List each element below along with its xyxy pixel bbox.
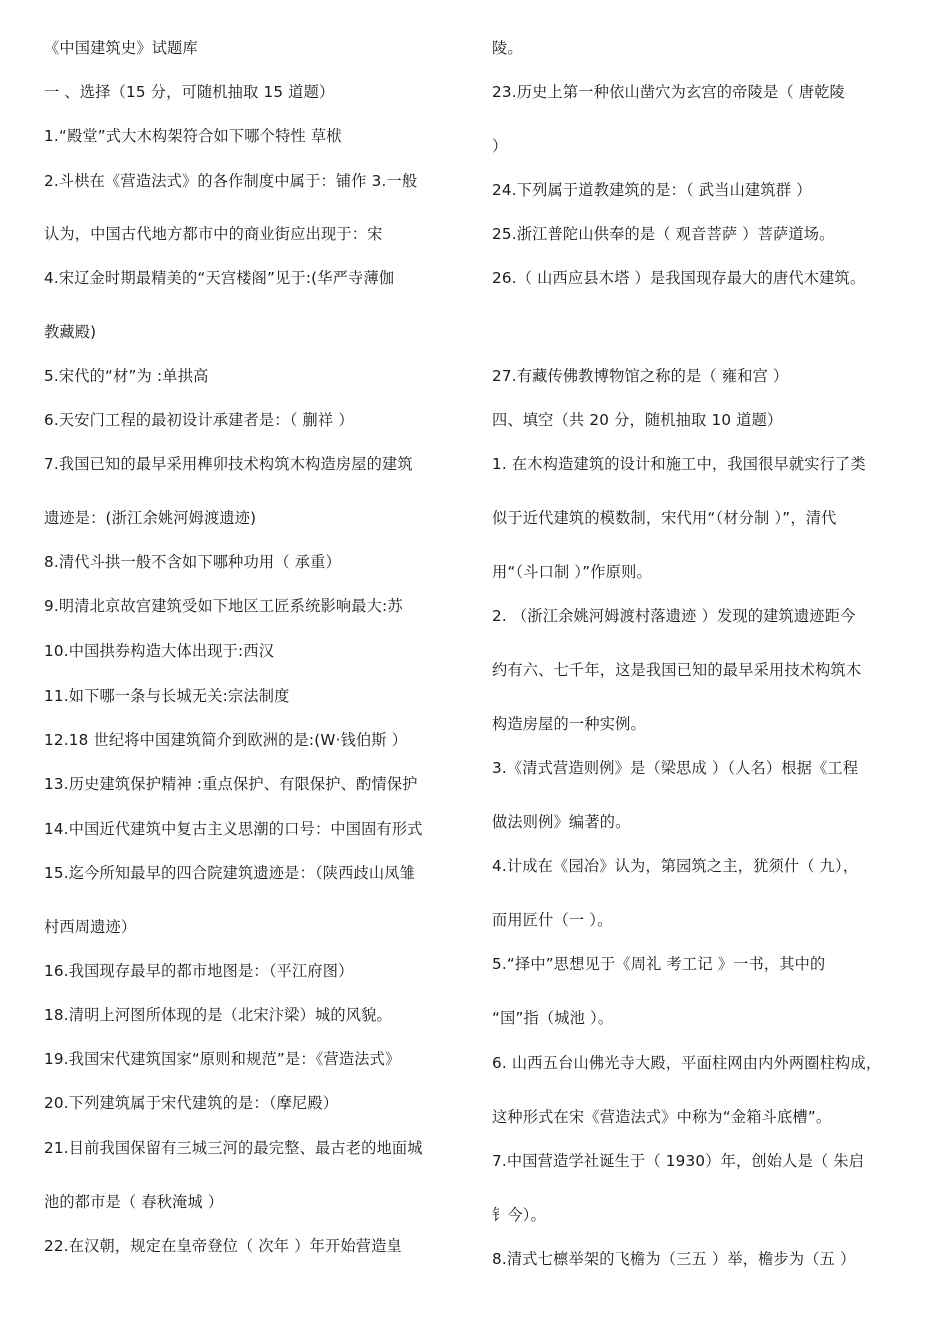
- right-line-15: 3.《清式营造则例》是（梁思成 ）（人名）根据《工程: [492, 759, 859, 777]
- left-line-27: 22.在汉朝，规定在皇帝登位（ 次年 ）年开始营造皇: [44, 1237, 402, 1255]
- left-line-20: 村西周遗迹）: [44, 918, 137, 936]
- left-line-3: 1.“殿堂”式大木构架符合如下哪个特性 草栿: [44, 127, 342, 145]
- left-line-4: 2.斗栱在《营造法式》的各作制度中属于：铺作 3.一般: [44, 172, 418, 190]
- right-line-18: 而用匠什（一 ）。: [492, 911, 613, 929]
- right-line-25: 8.清式七檩举架的飞檐为（三五 ）举，檐步为（五 ）: [492, 1250, 856, 1268]
- left-line-17: 13.历史建筑保护精神 :重点保护、有限保护、酌情保护: [44, 775, 418, 793]
- left-line-6: 4.宋辽金时期最精美的“天宫楼阁”见于:(华严寺薄伽: [44, 269, 395, 287]
- left-line-22: 18.清明上河图所体现的是（北宋汴梁）城的风貌。: [44, 1006, 392, 1024]
- right-line-23: 7.中国营造学社诞生于（ 1930）年，创始人是（ 朱启: [492, 1152, 865, 1170]
- right-line-24: 钅今）。: [492, 1206, 546, 1224]
- left-line-12: 8.清代斗拱一般不含如下哪种功用（ 承重）: [44, 553, 341, 571]
- left-line-13: 9.明清北京故宫建筑受如下地区工匠系统影响最大:苏: [44, 597, 403, 615]
- left-line-26: 池的都市是（ 春秋淹城 ）: [44, 1193, 224, 1211]
- right-line-10: 似于近代建筑的模数制，宋代用“（材分制 ）”，清代: [492, 509, 837, 527]
- left-line-8: 5.宋代的“材”为 :单拱高: [44, 367, 209, 385]
- left-line-7: 教藏殿): [44, 323, 97, 341]
- left-line-21: 16.我国现存最早的都市地图是：（平江府图）: [44, 962, 354, 980]
- left-line-14: 10.中国拱券构造大体出现于:西汉: [44, 642, 275, 660]
- right-line-4: 24.下列属于道教建筑的是：（ 武当山建筑群 ）: [492, 181, 812, 199]
- right-line-6: 26.（ 山西应县木塔 ）是我国现存最大的唐代木建筑。: [492, 269, 866, 287]
- right-line-1: 陵。: [492, 39, 523, 57]
- right-line-20: “国”指（城池 ）。: [492, 1009, 614, 1027]
- right-line-9: 1. 在木构造建筑的设计和施工中，我国很早就实行了类: [492, 455, 866, 473]
- right-line-16: 做法则例》编著的。: [492, 813, 631, 831]
- left-line-1: 《中国建筑史》试题库: [44, 39, 198, 57]
- right-line-3: ）: [492, 137, 508, 155]
- right-line-19: 5.“择中”思想见于《周礼 考工记 》一书，其中的: [492, 955, 826, 973]
- left-line-19: 15.迄今所知最早的四合院建筑遗迹是：（陕西歧山凤雏: [44, 864, 416, 882]
- right-line-13: 约有六、七千年，这是我国已知的最早采用技术构筑木: [492, 661, 862, 679]
- right-line-14: 构造房屋的一种实例。: [492, 715, 646, 733]
- right-line-5: 25.浙江普陀山供奉的是（ 观音菩萨 ）菩萨道场。: [492, 225, 835, 243]
- right-line-21: 6. 山西五台山佛光寺大殿，平面柱网由内外两圈柱构成，: [492, 1054, 882, 1072]
- left-line-18: 14.中国近代建筑中复古主义思潮的口号：中国固有形式: [44, 820, 423, 838]
- right-line-8: 四、填空（共 20 分，随机抽取 10 道题）: [492, 411, 783, 429]
- right-line-17: 4.计成在《园冶》认为，第园筑之主，犹须什（ 九），: [492, 857, 859, 875]
- left-line-16: 12.18 世纪将中国建筑简介到欧洲的是:(W·钱伯斯 ）: [44, 731, 408, 749]
- left-line-23: 19.我国宋代建筑国家“原则和规范”是：《营造法式》: [44, 1050, 401, 1068]
- left-line-5: 认为，中国古代地方都市中的商业街应出现于：宋: [44, 225, 383, 243]
- left-line-25: 21.目前我国保留有三城三河的最完整、最古老的地面城: [44, 1139, 423, 1157]
- right-line-12: 2. （浙江余姚河姆渡村落遗迹 ）发现的建筑遗迹距今: [492, 607, 856, 625]
- right-line-2: 23.历史上第一种依山凿穴为玄宫的帝陵是（ 唐乾陵: [492, 83, 845, 101]
- left-line-11: 遗迹是：(浙江余姚河姆渡遗迹): [44, 509, 257, 527]
- right-line-11: 用“（斗口制 ）”作原则。: [492, 563, 652, 581]
- right-line-22: 这种形式在宋《营造法式》中称为“金箱斗底槽”。: [492, 1108, 832, 1126]
- left-line-24: 20.下列建筑属于宋代建筑的是：（摩尼殿）: [44, 1094, 339, 1112]
- left-line-10: 7.我国已知的最早采用榫卯技术构筑木构造房屋的建筑: [44, 455, 413, 473]
- right-line-7: 27.有藏传佛教博物馆之称的是（ 雍和宫 ）: [492, 367, 789, 385]
- left-line-9: 6.天安门工程的最初设计承建者是：（ 蒯祥 ）: [44, 411, 354, 429]
- left-line-15: 11.如下哪一条与长城无关:宗法制度: [44, 687, 290, 705]
- left-line-2: 一 、选择（15 分，可随机抽取 15 道题）: [44, 83, 335, 101]
